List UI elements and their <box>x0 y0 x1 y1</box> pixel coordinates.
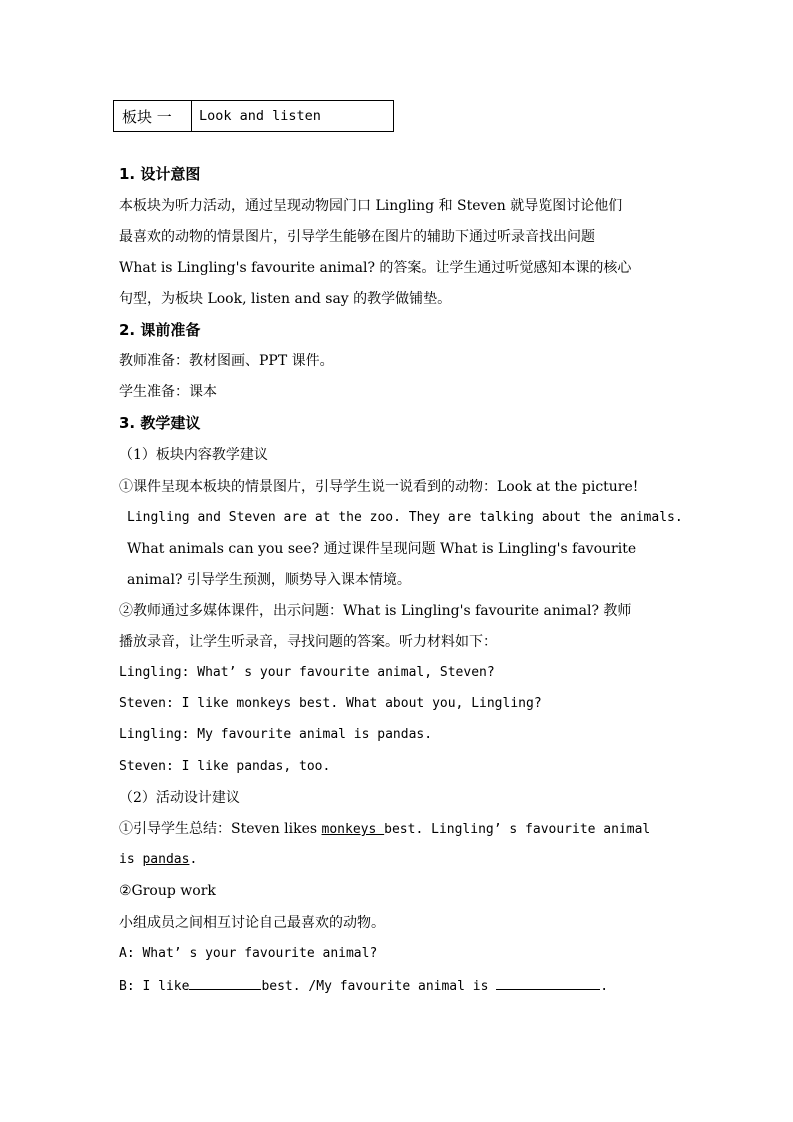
paragraph-line: 句型，为板块 Look, listen and say 的教学做铺垫。 <box>119 291 452 307</box>
section-label: 板块 一 <box>114 101 192 131</box>
paragraph-line: ②教师通过多媒体课件，出示问题：What is Lingling's favourite animal? 教师 <box>119 603 632 619</box>
paragraph-line: 最喜欢的动物的情景图片，引导学生能够在图片的辅助下通过听录音找出问题 <box>119 229 595 245</box>
dialogue-line: Lingling: My favourite animal is pandas. <box>119 727 433 742</box>
fill-blank <box>189 975 261 990</box>
subheading-content: （1）板块内容教学建议 <box>119 447 268 463</box>
fill-blank <box>496 975 600 990</box>
answer-underlined: pandas <box>142 852 190 867</box>
paragraph-line: 本板块为听力活动，通过呈现动物园门口 Lingling 和 Steven 就导览图讨论他们 <box>119 198 623 214</box>
summary-line: ①引导学生总结：Steven likes monkeys best. Lingling’ s favourite animal <box>119 821 651 837</box>
teacher-preparation: 教师准备：教材图画、PPT 课件。 <box>119 353 334 369</box>
paragraph-line: 小组成员之间相互讨论自己最喜欢的动物。 <box>119 915 385 931</box>
heading-preparation: 2. 课前准备 <box>119 321 201 339</box>
response-line: B: I like best. /My favourite animal is . <box>119 975 608 997</box>
paragraph-line: Lingling and Steven are at the zoo. They are talking about the animals. <box>127 510 683 525</box>
question-line: A: What’ s your favourite animal? <box>119 946 378 961</box>
answer-underlined: monkeys <box>321 822 385 837</box>
student-preparation: 学生准备：课本 <box>119 384 217 400</box>
paragraph-line: What is Lingling's favourite animal? 的答案。让学生通过听觉感知本课的核心 <box>119 260 632 276</box>
group-work-label: ②Group work <box>119 883 216 899</box>
dialogue-line: Steven: I like monkeys best. What about you, Lingling? <box>119 696 542 711</box>
summary-line: is pandas. <box>119 852 198 867</box>
section-header-table <box>113 100 394 132</box>
paragraph-line: What animals can you see? 通过课件呈现问题 What is Lingling's favourite <box>127 541 637 557</box>
section-title: Look and listen <box>199 108 321 124</box>
subheading-activity: （2）活动设计建议 <box>119 790 240 806</box>
paragraph-line: 播放录音，让学生听录音，寻找问题的答案。听力材料如下： <box>119 634 497 650</box>
heading-design-intent: 1. 设计意图 <box>119 165 201 183</box>
heading-teaching-suggestions: 3. 教学建议 <box>119 414 201 432</box>
paragraph-line: animal? 引导学生预测，顺势导入课本情境。 <box>127 572 411 588</box>
dialogue-line: Steven: I like pandas, too. <box>119 759 331 774</box>
paragraph-line: ①课件呈现本板块的情景图片，引导学生说一说看到的动物：Look at the picture! <box>119 479 639 495</box>
dialogue-line: Lingling: What’ s your favourite animal, Steven? <box>119 665 495 680</box>
